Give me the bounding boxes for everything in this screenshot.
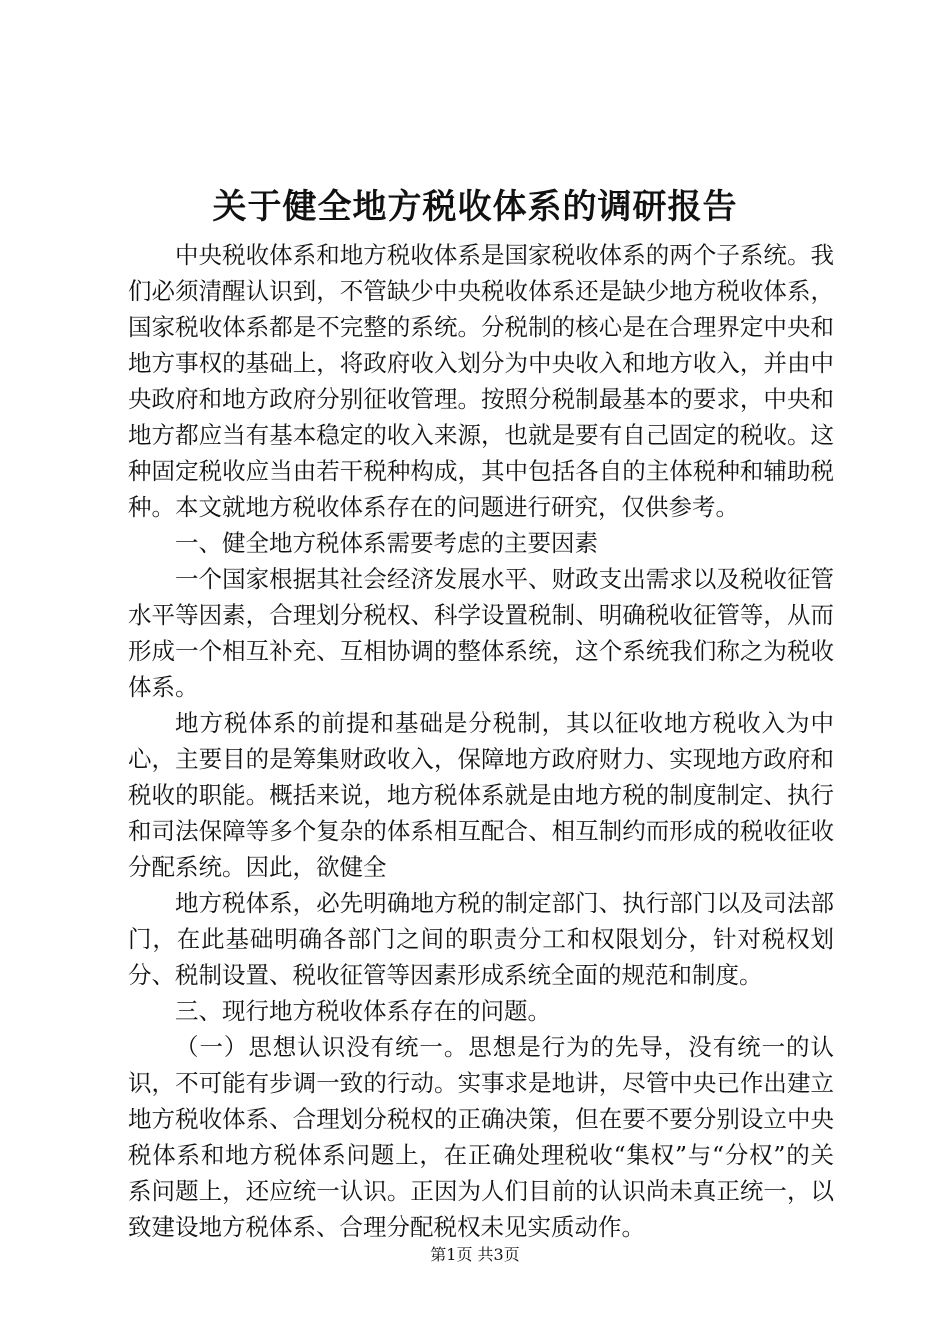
paragraph-local-tax-departments: 地方税体系，必先明确地方税的制定部门、执行部门以及司法部门，在此基础明确各部门之间的职责分工和权限划分，针对税权划分、税制设置、税收征管等因素形成系统全面的规范和制度。 xyxy=(128,889,834,989)
paragraph-tax-system-definition: 一个国家根据其社会经济发展水平、财政支出需求以及税收征管水平等因素，合理划分税权、科学设置税制、明确税收征管等，从而形成一个相互补充、互相协调的整体系统，这个系统我们称之为税收体系。 xyxy=(128,565,834,701)
paragraph-problem-1: （一）思想认识没有统一。思想是行为的先导，没有统一的认识，不可能有步调一致的行动。实事求是地讲，尽管中央已作出建立地方税收体系、合理划分税权的正确决策，但在要不要分别设立中央税体系和地方税体系问题上，在正确处理税收“集权”与“分权”的关系问题上，还应统一认识。正因为人们目前的认识尚未真正统一，以致建设地方税体系、合理分配税权未见实质动作。 xyxy=(128,1033,834,1241)
paragraph-intro: 中央税收体系和地方税收体系是国家税收体系的两个子系统。我们必须清醒认识到，不管缺少中央税收体系还是缺少地方税收体系，国家税收体系都是不完整的系统。分税制的核心是在合理界定中央和地方事权的基础上，将政府收入划分为中央收入和地方收入，并由中央政府和地方政府分别征收管理。按照分税制最基本的要求，中央和地方都应当有基本稳定的收入来源，也就是要有自己固定的税收。这种固定税收应当由若干税种构成，其中包括各自的主体税种和辅助税种。本文就地方税收体系存在的问题进行研究，仅供参考。 xyxy=(128,241,834,521)
section-heading-3: 三、现行地方税收体系存在的问题。 xyxy=(175,997,551,1025)
paragraph-local-tax-basis: 地方税体系的前提和基础是分税制，其以征收地方税收入为中心，主要目的是筹集财政收入，保障地方政府财力、实现地方政府和税收的职能。概括来说，地方税体系就是由地方税的制度制定、执行和司法保障等多个复杂的体系相互配合、相互制约而形成的税收征收分配系统。因此，欲健全 xyxy=(128,709,834,881)
document-title: 关于健全地方税收体系的调研报告 xyxy=(212,187,738,227)
section-heading-1: 一、健全地方税体系需要考虑的主要因素 xyxy=(175,529,598,557)
document-body xyxy=(128,237,834,1245)
page-number-footer: 第1页 共3页 xyxy=(430,1245,520,1264)
